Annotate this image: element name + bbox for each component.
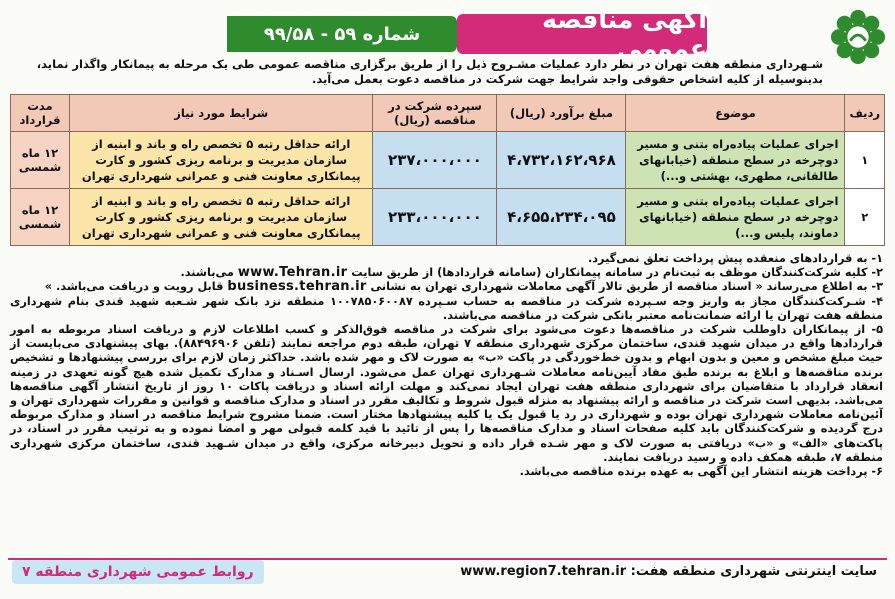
ad-title: آگهی مناقصه عمومی — [457, 14, 707, 54]
note-1: ۱- به قراردادهای منعقده پیش پرداخت تعلق نمی‌گیرد. — [587, 252, 883, 265]
footer-public-relations: روابط عمومی شهرداری منطقه ۷ — [12, 560, 264, 584]
note-2 — [10, 266, 883, 280]
ad-header — [8, 5, 887, 63]
tehran-municipality-logo-icon — [829, 8, 887, 66]
note-3-end: قابل رویت و دریافت می‌باشد. » — [44, 280, 228, 294]
col-subject: موضوع — [626, 95, 845, 132]
row-number: ۱ — [845, 132, 885, 189]
table-row — [11, 189, 885, 246]
note-5: ۵- از پیمانکاران داوطلب شرکت در مناقصه‌ها دعوت می‌شود برای شرکت در مناقصه فوق‌الذکر و کسب اطلاعات لازم و دریافت اسناد مربوطه به امور قراردادها واقع در میدان شهید قندی، ساختمان مرکزی شهرداری منطقه ۷ تهران، طبقه دوم مراجعه نمایند (تلفن ۸۸۴۹۶۹۰۶). بهای پیشنهادی می‌بایست از حیث مبلغ مشخص و معین و بدون ابهام و بدون خط‌خوردگی در پاکت «ب» به صورت لاک و مهر شده باشد. حداکثر زمان لازم برای بررسی پیشنهادها و تشخیص برنده مناقصه‌ها و ابلاغ به برنده طبق مفاد آیین‌نامه معاملات شـهرداری تهران عمل می‌شود. ارسال اسـناد و مدارک تکمیل شده هیچ گونه تعهدی در زمینه انعقاد قرارداد با متقاضیان برای شهرداری منطقه هفت تهران ایجاد نمی‌کند و مهلت ارائه اسناد و دریافت پاکات ۱۰ روز از تاریخ انتشار آگهی مناقصه‌ها می‌باشد. بدیهی است شرکت در مناقصه و ارائه پیشنهاد به منزله قبول شروط و تکالیف مقرر در اسناد و مدارک مناقصه و قوانین و مقررات شهرداری تهران و آئین‌نامه معاملات شهرداری تهران بوده و شهرداری در رد یا قبول یک یا کلیه پیشنهادها مختار است. ضمنا مشروح شرایط مناقصه در اسناد و مدارک مربوطه درج گردیده و شرکت‌کنندگان باید کلیه صفحات اسناد و مدارک مناقصه‌ها را پس از تائید با قید کلمه قبولی مهر و امضا نموده و به ترتیب مقرر در اسناد، در پاکت‌های «الف» و «ب» دریافتی به صورت لاک و مهر شـده قرار داده و تحویل دبیرخانه مرکزی، واقع در میدان شـهید قندی، ساختمان مرکزی شهرداری منطقه ۷، طبقه همکف داده و رسید دریافت نمایند. — [10, 323, 883, 464]
note-2-text: ۲- کلیه شرکت‌کنندگان موظف به ثبت‌نام در سامانه پیمانکاران (سامانه قراردادها) از طریق سایت — [347, 266, 883, 280]
row-subject: اجرای عملیات پیاده‌راه بتنی و مسیر دوچرخه در سطح منطقه (خیابانهای طالقانی، مطهری، بهشتی و...) — [626, 132, 845, 189]
ad-footer — [8, 558, 887, 590]
table-header-row — [11, 95, 885, 132]
row-estimate: ۴،۷۳۲،۱۶۲،۹۶۸ — [497, 132, 626, 189]
business-site-link[interactable]: business.tehran.ir — [227, 279, 367, 295]
note-3 — [10, 280, 883, 294]
col-deposit: سپرده شرکت در مناقصه (ریال) — [373, 95, 497, 132]
row-deposit: ۲۳۳،۰۰۰،۰۰۰ — [373, 189, 497, 246]
row-conditions: ارائه حداقل رتبه ۵ تخصص راه و باند و ابنیه از سازمان مدیریت و برنامه ریزی کشور و کارت پیمانکاری معاونت فنی و عمرانی شهرداری تهران — [70, 132, 373, 189]
tender-table — [10, 94, 885, 246]
tehran-site-link[interactable]: www.Tehran.ir — [237, 265, 348, 281]
footer-web-label: سایت اینترنتی شهرداری منطقه هفت: — [630, 564, 877, 579]
table-row — [11, 132, 885, 189]
note-6: ۶- پرداخت هزینه انتشار این آگهی به عهده برنده مناقصه می‌باشد. — [519, 465, 883, 479]
row-deposit: ۲۳۷،۰۰۰،۰۰۰ — [373, 132, 497, 189]
intro-org: شـهرداری منطقه هفت تهران — [654, 57, 823, 71]
row-number: ۲ — [845, 189, 885, 246]
row-duration: ۱۲ ماه شمسی — [11, 189, 70, 246]
intro-paragraph — [10, 57, 823, 87]
note-2-end: می‌باشند. — [180, 266, 238, 280]
intro-text: در نظر دارد عملیات مشـروح ذیل را از طریق برگزاری مناقصه عمومی طی یک مرحله به پیمانکار واگذار نماید، بدینوسیله از کلیه اشخاص حقوقی واجد شرایط جهت شرکت در مناقصه دعوت بعمل می‌آید. — [36, 57, 823, 86]
region7-site-link[interactable]: www.region7.tehran.ir — [460, 564, 627, 579]
footer-website — [460, 564, 877, 579]
notes-section — [10, 252, 883, 479]
row-duration: ۱۲ ماه شمسی — [11, 132, 70, 189]
note-4: ۴- شـرکت‌کنندگان مجاز به واریز وجه سـپرده شرکت در مناقصه به حساب سـپرده ۱۰۰۷۸۵۰۶۰۰۸۷ منطقه نزد بانک شهر شـعبه شهید قندی بنام شهرداری منطقه هفت تهران یا ارائه ضمانت‌نامه معتبر بانکی شرکت در مناقصه می‌باشند. — [10, 294, 883, 322]
col-conditions: شرایط مورد نیاز — [70, 95, 373, 132]
col-duration: مدت قرارداد — [11, 95, 70, 132]
col-row: ردیف — [845, 95, 885, 132]
row-conditions: ارائه حداقل رتبه ۵ تخصص راه و باند و ابنیه از سازمان مدیریت و برنامه ریزی کشور و کارت پیمانکاری معاونت فنی و عمرانی شهرداری تهران — [70, 189, 373, 246]
row-subject: اجرای عملیات پیاده‌راه بتنی و مسیر دوچرخه در سطح منطقه (خیابانهای دماوند، پلیس و...) — [626, 189, 845, 246]
ad-number: شماره ۵۹ - ۹۹/۵۸ — [227, 16, 457, 52]
col-estimate: مبلغ برآورد (ریال) — [497, 95, 626, 132]
note-3-text: ۳- به اطلاع می‌رساند « اسناد مناقصه از طریق تالار آگهی معاملات شهرداری تهران به نشانی — [366, 280, 883, 294]
row-estimate: ۴،۶۵۵،۲۳۴،۰۹۵ — [497, 189, 626, 246]
